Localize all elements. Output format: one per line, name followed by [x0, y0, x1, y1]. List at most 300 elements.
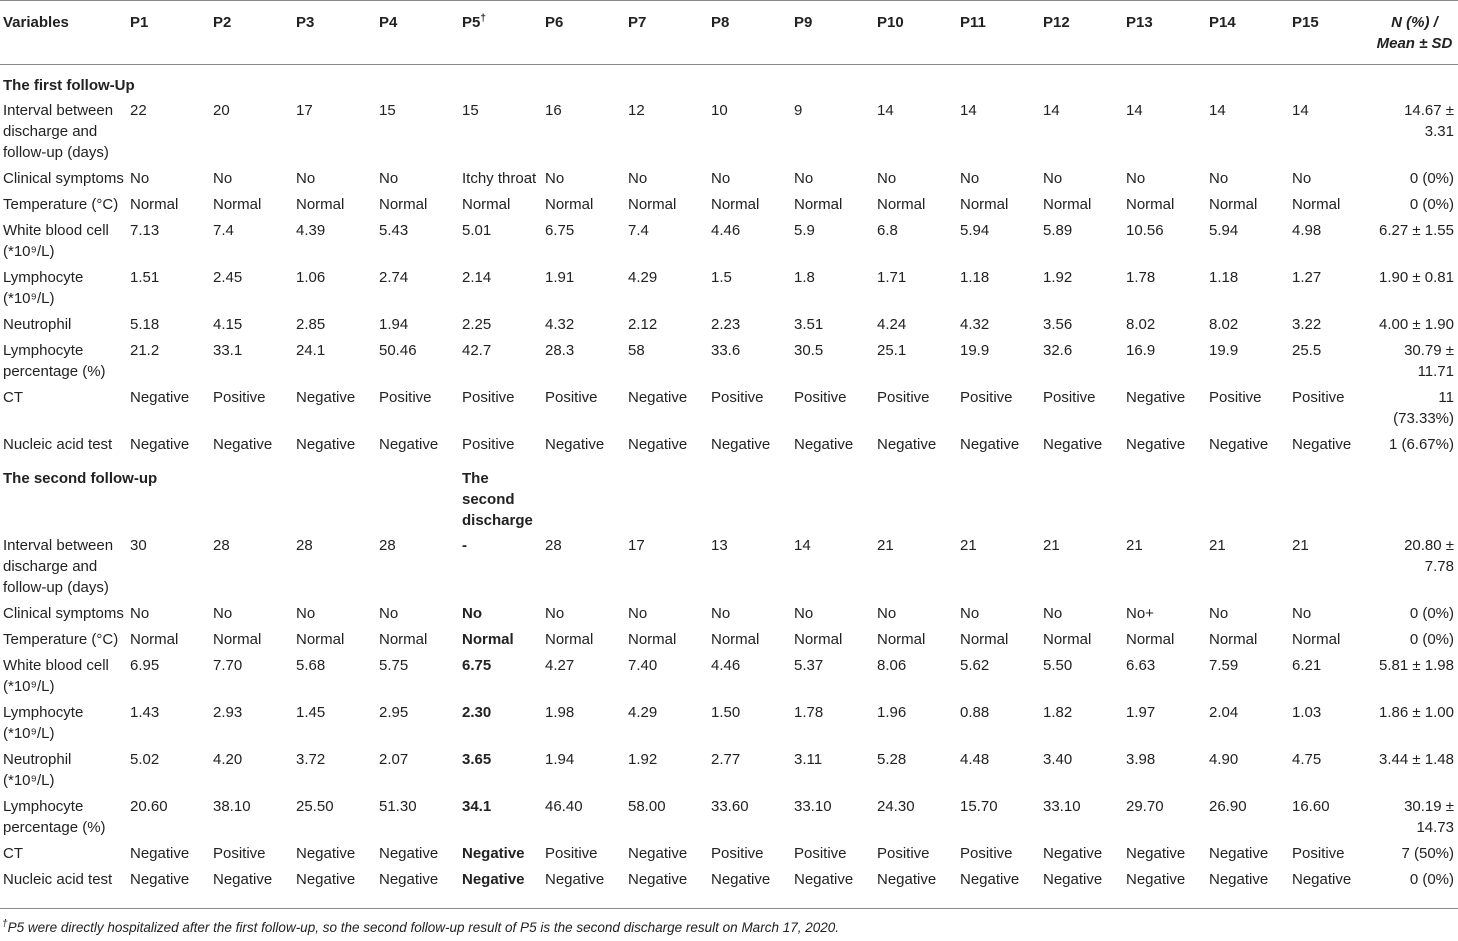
summary-header-text: N (%) / Mean ± SD	[1376, 14, 1453, 52]
table-cell: 4.46	[711, 657, 741, 674]
table-cell: Negative	[628, 845, 688, 862]
table-cell: Negative	[1126, 845, 1186, 862]
table-row	[0, 192, 1458, 218]
table-cell: 3.22	[1292, 316, 1322, 333]
patient-header: P4	[379, 14, 398, 31]
table-cell: 22	[130, 102, 147, 119]
table-cell: 58.00	[628, 798, 666, 815]
table-cell: Negative	[1126, 436, 1186, 453]
patient-header-p5	[459, 1, 542, 65]
table-cell: Negative	[1209, 436, 1269, 453]
table-cell: Negative	[130, 389, 190, 406]
table-cell: Negative	[545, 871, 605, 888]
table-cell: Positive	[213, 389, 266, 406]
patient-header: P1	[130, 14, 149, 31]
table-cell: Normal	[1209, 196, 1258, 213]
table-cell: Normal	[462, 631, 514, 648]
table-cell: 14	[1126, 102, 1143, 119]
table-cell: 5.01	[462, 222, 492, 239]
table-row	[0, 265, 1458, 312]
table-cell: 2.74	[379, 269, 409, 286]
table-cell: Normal	[960, 196, 1009, 213]
table-cell: 6.21	[1292, 657, 1322, 674]
table-cell: 4.32	[545, 316, 575, 333]
table-cell: 25.50	[296, 798, 334, 815]
table-cell: Negative	[545, 436, 605, 453]
table-cell: Positive	[1292, 845, 1345, 862]
table-cell: 1.27	[1292, 269, 1322, 286]
table-cell: 28	[296, 537, 313, 554]
patient-header: P8	[711, 14, 730, 31]
table-cell: 2.95	[379, 704, 409, 721]
table-cell: 5.50	[1043, 657, 1073, 674]
table-body	[0, 65, 1458, 894]
table-cell: No	[1209, 170, 1229, 187]
table-cell: Normal	[213, 196, 262, 213]
summary-cell: 5.81 ± 1.98	[1379, 657, 1454, 674]
header-row	[0, 1, 1458, 65]
table-cell: 19.9	[960, 342, 990, 359]
table-cell: Normal	[711, 631, 760, 648]
row-label: Lymphocyte percentage (%)	[3, 342, 106, 380]
section-title: The second follow-up	[3, 470, 158, 487]
table-cell: 1.92	[628, 751, 658, 768]
table-cell: 7.13	[130, 222, 160, 239]
table-cell: Negative	[130, 871, 190, 888]
table-row	[0, 312, 1458, 338]
table-cell: Negative	[711, 871, 771, 888]
table-cell: Positive	[1292, 389, 1345, 406]
table-cell: Positive	[877, 845, 930, 862]
table-cell: 1.5	[711, 269, 732, 286]
table-cell: 28	[379, 537, 396, 554]
table-cell: 14	[1209, 102, 1226, 119]
summary-header	[1372, 1, 1458, 65]
table-cell: Negative	[379, 871, 439, 888]
table-cell: No	[1043, 170, 1063, 187]
table-cell: 15.70	[960, 798, 998, 815]
section-p5-note	[459, 65, 542, 99]
table-cell: 5.94	[1209, 222, 1239, 239]
table-cell: Negative	[379, 845, 439, 862]
table-row	[0, 218, 1458, 265]
table-cell: Positive	[1043, 389, 1096, 406]
table-cell: Negative	[296, 871, 356, 888]
table-cell: 16.60	[1292, 798, 1330, 815]
table-cell: 32.6	[1043, 342, 1073, 359]
row-label: White blood cell (*10⁹/L)	[3, 222, 109, 260]
table-cell: Positive	[462, 436, 515, 453]
row-label: Neutrophil	[3, 316, 72, 333]
footer-divider	[0, 908, 1458, 909]
section-spacer	[542, 65, 1458, 99]
table-cell: 1.45	[296, 704, 326, 721]
table-cell: Normal	[960, 631, 1009, 648]
table-cell: No	[794, 170, 814, 187]
table-row	[0, 432, 1458, 458]
table-cell: 4.27	[545, 657, 575, 674]
dagger-mark: †	[480, 13, 486, 24]
patient-header: P11	[960, 14, 986, 31]
table-cell: Positive	[711, 845, 764, 862]
table-cell: Positive	[545, 389, 598, 406]
table-cell: Negative	[1292, 871, 1352, 888]
table-cell: Negative	[462, 871, 525, 888]
row-label: Lymphocyte (*10⁹/L)	[3, 269, 84, 307]
table-cell: 0.88	[960, 704, 990, 721]
table-cell: 4.46	[711, 222, 741, 239]
row-label: Interval between discharge and follow-up (days)	[3, 537, 114, 596]
table-cell: 5.94	[960, 222, 990, 239]
table-cell: 3.65	[462, 751, 492, 768]
patient-header: P2	[213, 14, 232, 31]
table-cell: 1.94	[545, 751, 575, 768]
table-cell: No	[877, 605, 897, 622]
table-cell: Normal	[462, 196, 511, 213]
table-cell: 2.45	[213, 269, 243, 286]
table-cell: 34.1	[462, 798, 492, 815]
table-cell: No	[545, 170, 565, 187]
table-cell: 2.93	[213, 704, 243, 721]
table-cell: Negative	[1209, 845, 1269, 862]
footnote-mark: †	[2, 918, 8, 930]
table-cell: 6.8	[877, 222, 898, 239]
table-cell: 4.98	[1292, 222, 1322, 239]
table-cell: 1.18	[1209, 269, 1239, 286]
table-cell: Positive	[462, 389, 515, 406]
table-cell: Normal	[1209, 631, 1258, 648]
table-cell: Negative	[794, 436, 854, 453]
table-row	[0, 98, 1458, 166]
table-cell: Normal	[379, 196, 428, 213]
table-cell: 1.82	[1043, 704, 1073, 721]
table-cell: 15	[462, 102, 479, 119]
table-cell: Normal	[545, 196, 594, 213]
table-cell: Normal	[379, 631, 428, 648]
table-cell: Normal	[1126, 631, 1175, 648]
table-cell: 15	[379, 102, 396, 119]
table-cell: Normal	[1043, 196, 1092, 213]
table-cell: 3.11	[794, 751, 823, 768]
table-cell: Normal	[1292, 631, 1341, 648]
table-cell: 5.37	[794, 657, 824, 674]
table-cell: 5.43	[379, 222, 409, 239]
table-cell: Negative	[130, 845, 190, 862]
table-cell: Normal	[628, 631, 677, 648]
table-cell: Negative	[296, 436, 356, 453]
table-cell: Normal	[1043, 631, 1092, 648]
table-cell: Negative	[628, 871, 688, 888]
table-cell: 1.91	[545, 269, 575, 286]
table-cell: 1.97	[1126, 704, 1156, 721]
row-label: White blood cell (*10⁹/L)	[3, 657, 109, 695]
table-cell: Normal	[545, 631, 594, 648]
table-cell: Negative	[877, 871, 937, 888]
table-cell: 21	[1209, 537, 1226, 554]
table-cell: 29.70	[1126, 798, 1164, 815]
table-cell: No	[213, 170, 233, 187]
table-cell: 5.89	[1043, 222, 1073, 239]
table-row	[0, 166, 1458, 192]
row-label: CT	[3, 389, 23, 406]
table-cell: No	[130, 170, 150, 187]
table-cell: 12	[628, 102, 645, 119]
table-cell: 2.23	[711, 316, 741, 333]
summary-cell: 6.27 ± 1.55	[1379, 222, 1454, 239]
table-cell: 3.98	[1126, 751, 1156, 768]
summary-cell: 30.79 ± 11.71	[1404, 342, 1454, 380]
table-cell: Negative	[130, 436, 190, 453]
table-cell: Negative	[1126, 389, 1186, 406]
table-cell: 21	[1126, 537, 1143, 554]
table-cell: Positive	[794, 845, 847, 862]
section-header-row	[0, 65, 1458, 99]
table-cell: No	[1209, 605, 1229, 622]
summary-cell: 4.00 ± 1.90	[1379, 316, 1454, 333]
summary-cell: 0 (0%)	[1409, 170, 1454, 187]
table-cell: 6.75	[545, 222, 575, 239]
summary-cell: 1 (6.67%)	[1388, 436, 1454, 453]
table-cell: 6.95	[130, 657, 160, 674]
table-row	[0, 533, 1458, 601]
table-cell: 1.18	[960, 269, 990, 286]
table-cell: 30.5	[794, 342, 824, 359]
section-header-row	[0, 458, 1458, 533]
table-cell: No	[794, 605, 814, 622]
table-cell: 1.94	[379, 316, 409, 333]
table-row	[0, 841, 1458, 867]
table-cell: 7.70	[213, 657, 243, 674]
table-cell: Normal	[296, 196, 345, 213]
table-cell: Negative	[213, 871, 273, 888]
summary-cell: 1.86 ± 1.00	[1379, 704, 1454, 721]
table-cell: Negative	[213, 436, 273, 453]
row-label: Neutrophil (*10⁹/L)	[3, 751, 72, 789]
row-label: Lymphocyte percentage (%)	[3, 798, 106, 836]
table-cell: No	[1292, 605, 1312, 622]
patient-header: P10	[877, 14, 904, 31]
table-cell: 2.85	[296, 316, 326, 333]
patient-header: P13	[1126, 14, 1153, 31]
table-cell: 5.9	[794, 222, 815, 239]
patient-header: P3	[296, 14, 315, 31]
summary-cell: 0 (0%)	[1409, 605, 1454, 622]
summary-cell: 11 (73.33%)	[1393, 389, 1454, 427]
table-cell: No	[545, 605, 565, 622]
table-cell: Negative	[1209, 871, 1269, 888]
table-row	[0, 867, 1458, 893]
table-cell: 3.40	[1043, 751, 1073, 768]
row-label: Nucleic acid test	[3, 436, 113, 453]
table-cell: 26.90	[1209, 798, 1247, 815]
variables-header: Variables	[3, 14, 69, 31]
table-cell: 4.90	[1209, 751, 1239, 768]
summary-cell: 0 (0%)	[1409, 871, 1454, 888]
table-cell: Negative	[1043, 871, 1103, 888]
table-cell: 1.06	[296, 269, 326, 286]
table-cell: No+	[1126, 605, 1154, 622]
table-cell: 8.06	[877, 657, 907, 674]
table-cell: Negative	[296, 389, 356, 406]
table-row	[0, 338, 1458, 385]
table-cell: 25.5	[1292, 342, 1322, 359]
table-cell: 4.15	[213, 316, 243, 333]
table-cell: 5.28	[877, 751, 907, 768]
table-cell: 1.78	[1126, 269, 1156, 286]
table-cell: Negative	[1292, 436, 1352, 453]
table-cell: 17	[296, 102, 313, 119]
section-title: The first follow-Up	[3, 77, 135, 94]
table-cell: 14	[794, 537, 811, 554]
table-cell: 2.04	[1209, 704, 1239, 721]
table-cell: 5.62	[960, 657, 990, 674]
patient-header: P12	[1043, 14, 1070, 31]
section-spacer	[542, 458, 1458, 533]
summary-cell: 3.44 ± 1.48	[1379, 751, 1454, 768]
table-cell: Negative	[379, 436, 439, 453]
table-cell: 13	[711, 537, 728, 554]
row-label: Temperature (°C)	[3, 196, 119, 213]
footnote	[2, 920, 839, 935]
table-cell: 10	[711, 102, 728, 119]
table-cell: Positive	[545, 845, 598, 862]
table-cell: No	[1126, 170, 1146, 187]
table-cell: No	[1292, 170, 1312, 187]
table-row	[0, 627, 1458, 653]
summary-cell: 1.90 ± 0.81	[1379, 269, 1454, 286]
table-cell: 9	[794, 102, 803, 119]
table-cell: 8.02	[1126, 316, 1156, 333]
table-cell: Negative	[960, 436, 1020, 453]
table-cell: No	[877, 170, 897, 187]
summary-cell: 7 (50%)	[1401, 845, 1454, 862]
footnote-text: P5 were directly hospitalized after the first follow-up, so the second follow-up result of P5 is the second discharge result on March 17, 2020.	[7, 920, 839, 935]
table-cell: 7.40	[628, 657, 658, 674]
row-label: Interval between discharge and follow-up (days)	[3, 102, 114, 161]
patient-header: P14	[1209, 14, 1236, 31]
table-cell: Negative	[628, 436, 688, 453]
table-cell: Positive	[960, 389, 1013, 406]
table-cell: 1.98	[545, 704, 575, 721]
table-cell: 33.60	[711, 798, 749, 815]
table-cell: 16	[545, 102, 562, 119]
table-cell: 33.10	[1043, 798, 1081, 815]
table-row	[0, 794, 1458, 841]
summary-cell: 0 (0%)	[1409, 196, 1454, 213]
table-cell: 21	[1292, 537, 1309, 554]
table-cell: 1.51	[130, 269, 160, 286]
table-cell: 17	[628, 537, 645, 554]
table-cell: 14	[1043, 102, 1060, 119]
table-cell: No	[960, 605, 980, 622]
table-cell: 25.1	[877, 342, 907, 359]
table-cell: 1.50	[711, 704, 741, 721]
summary-cell: 20.80 ± 7.78	[1404, 537, 1454, 575]
table-cell: No	[462, 605, 482, 622]
table-cell: Normal	[1292, 196, 1341, 213]
table-cell: Positive	[1209, 389, 1262, 406]
table-cell: 21	[877, 537, 894, 554]
table-cell: No	[213, 605, 233, 622]
table-cell: Normal	[296, 631, 345, 648]
summary-cell: 0 (0%)	[1409, 631, 1454, 648]
row-label: CT	[3, 845, 23, 862]
table-row	[0, 601, 1458, 627]
table-cell: 24.30	[877, 798, 915, 815]
table-cell: Normal	[877, 196, 926, 213]
table-row	[0, 700, 1458, 747]
table-cell: 5.02	[130, 751, 160, 768]
table-cell: 8.02	[1209, 316, 1239, 333]
table-cell: Negative	[877, 436, 937, 453]
table-cell: Itchy throat	[462, 170, 537, 187]
table-cell: 14	[960, 102, 977, 119]
table-cell: Normal	[130, 196, 179, 213]
row-label: Temperature (°C)	[3, 631, 119, 648]
table-cell: Positive	[213, 845, 266, 862]
patient-header: P6	[545, 14, 564, 31]
table-cell: 3.51	[794, 316, 824, 333]
table-cell: 28.3	[545, 342, 575, 359]
table-cell: Negative	[296, 845, 356, 862]
table-cell: 4.29	[628, 269, 658, 286]
table-cell: No	[296, 170, 316, 187]
table-cell: 46.40	[545, 798, 583, 815]
table-cell: 24.1	[296, 342, 326, 359]
table-cell: 14	[1292, 102, 1309, 119]
table-cell: Positive	[711, 389, 764, 406]
table-cell: No	[960, 170, 980, 187]
table-cell: No	[130, 605, 150, 622]
table-cell: Negative	[1043, 436, 1103, 453]
table-cell: Negative	[711, 436, 771, 453]
table-cell: 2.07	[379, 751, 409, 768]
table-cell: 3.56	[1043, 316, 1073, 333]
table-cell: 42.7	[462, 342, 492, 359]
table-cell: Positive	[794, 389, 847, 406]
table-cell: Normal	[794, 631, 843, 648]
table-cell: 2.14	[462, 269, 492, 286]
table-cell: 20	[213, 102, 230, 119]
table-cell: 16.9	[1126, 342, 1156, 359]
table-cell: 1.92	[1043, 269, 1073, 286]
table-cell: 21.2	[130, 342, 160, 359]
table-cell: 30	[130, 537, 147, 554]
table-cell: 38.10	[213, 798, 251, 815]
table-cell: Negative	[960, 871, 1020, 888]
row-label: Clinical symptoms	[3, 170, 124, 187]
table-cell: 2.25	[462, 316, 492, 333]
table-cell: Normal	[877, 631, 926, 648]
table-cell: 50.46	[379, 342, 417, 359]
table-cell: 2.12	[628, 316, 658, 333]
table-cell: 5.68	[296, 657, 326, 674]
summary-cell: 30.19 ± 14.73	[1404, 798, 1454, 836]
table-cell: Negative	[794, 871, 854, 888]
table-cell: 3.72	[296, 751, 326, 768]
table-cell: 2.77	[711, 751, 741, 768]
table-cell: 1.8	[794, 269, 815, 286]
table-cell: 4.32	[960, 316, 990, 333]
table-cell: Positive	[379, 389, 432, 406]
table-row	[0, 385, 1458, 432]
table-cell: No	[379, 170, 399, 187]
patient-header: P15	[1292, 14, 1319, 31]
table-cell: 4.75	[1292, 751, 1322, 768]
table-cell: Negative	[462, 845, 525, 862]
table-cell: 33.6	[711, 342, 741, 359]
table-cell: 7.59	[1209, 657, 1239, 674]
